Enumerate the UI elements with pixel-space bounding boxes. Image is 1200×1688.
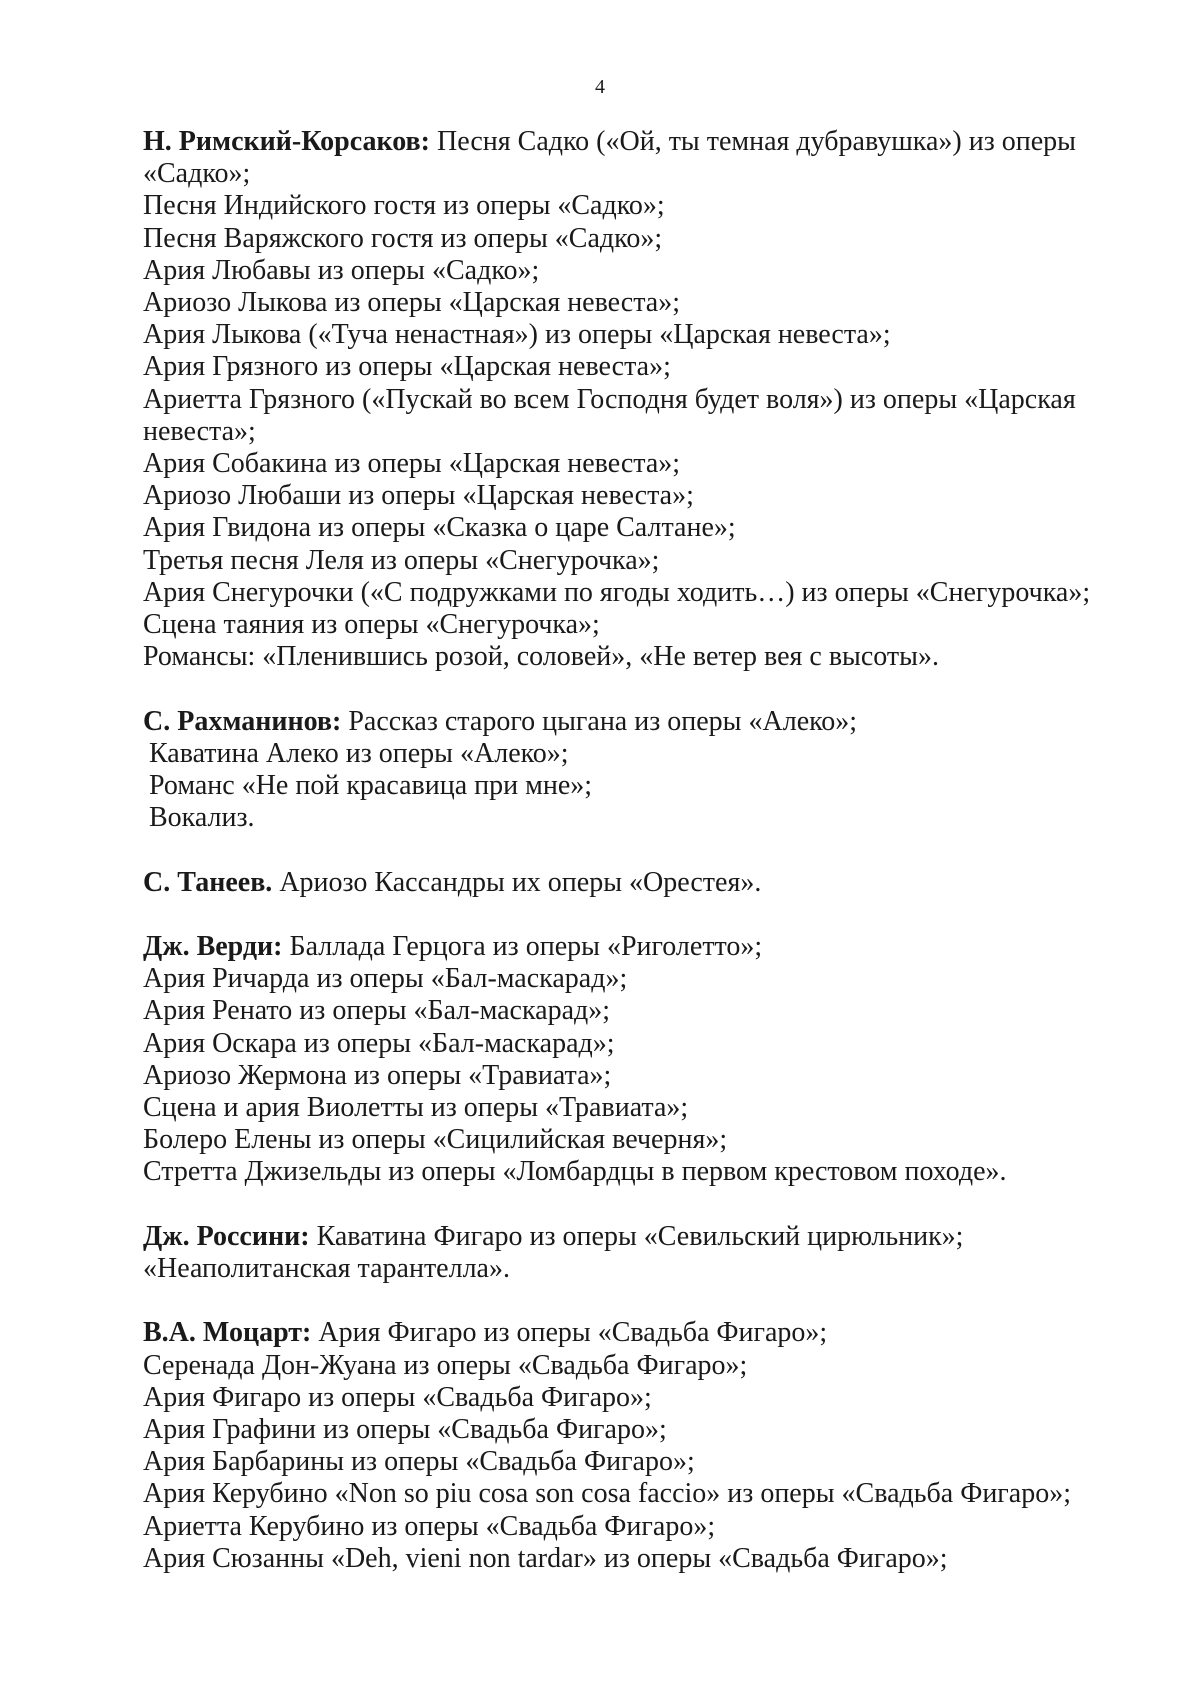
composer-section-rossini: [143, 1221, 1123, 1285]
document-body: [143, 126, 1123, 1575]
first-work: Песня Садко («Ой, ты темная дубравушка») из оперы «Садко»;: [143, 126, 1076, 190]
first-work: Ария Фигаро из оперы «Свадьба Фигаро»;: [311, 1317, 828, 1349]
section-heading-line: [143, 706, 1123, 738]
work-line: Ариетта Керубино из оперы «Свадьба Фигаро»;: [143, 1510, 716, 1542]
work-line: Серенада Дон-Жуана из оперы «Свадьба Фигаро»;: [143, 1349, 748, 1381]
composer-name: Н. Римский-Корсаков:: [143, 126, 430, 157]
work-line: Ариетта Грязного («Пускай во всем Господня будет воля») из оперы «Царская невеста»;: [143, 383, 1076, 447]
composer-section-taneyev: [143, 867, 1123, 899]
section-heading-line: [143, 1317, 1123, 1349]
work-line: Вокализ.: [149, 802, 255, 834]
section-heading-line: [143, 126, 1123, 190]
work-line: Ария Керубино «Non so piu cosa son cosa faccio» из оперы «Свадьба Фигаро»;: [143, 1478, 1071, 1510]
work-line: Ария Оскара из оперы «Бал-маскарад»;: [143, 1027, 615, 1059]
work-line: Ария Ричарда из оперы «Бал-маскарад»;: [143, 963, 628, 995]
section-heading-line: [143, 931, 1123, 963]
work-line: Ариозо Лыкова из оперы «Царская невеста»;: [143, 287, 681, 319]
first-work: Каватина Фигаро из оперы «Севильский цирюльник»;: [309, 1220, 964, 1252]
work-line: Ариозо Любаши из оперы «Царская невеста»;: [143, 480, 694, 512]
composer-name: С. Танеев.: [143, 866, 273, 898]
work-line: Ария Фигаро из оперы «Свадьба Фигаро»;: [143, 1381, 652, 1413]
composer-name: В.А. Моцарт:: [143, 1317, 312, 1349]
composer-section-mozart: [143, 1317, 1123, 1575]
work-line: Ария Любавы из оперы «Садко»;: [143, 254, 540, 286]
work-line: Сцена и ария Виолетты из оперы «Травиата»;: [143, 1092, 689, 1124]
composer-section-rachmaninov: [143, 706, 1123, 835]
first-work: Ариозо Кассандры их оперы «Орестея».: [272, 866, 762, 898]
work-line: Третья песня Леля из оперы «Снегурочка»;: [143, 544, 660, 576]
work-line: «Неаполитанская тарантелла».: [143, 1253, 510, 1285]
work-line: Ария Ренато из оперы «Бал-маскарад»;: [143, 995, 611, 1027]
composer-name: С. Рахманинов:: [143, 705, 342, 737]
work-line: Ария Грязного из оперы «Царская невеста»;: [143, 351, 671, 383]
work-line: Стретта Джизельды из оперы «Ломбардцы в первом крестовом походе».: [143, 1156, 1007, 1188]
page-number: 4: [595, 76, 605, 98]
first-work: Баллада Герцога из оперы «Риголетто»;: [282, 931, 763, 963]
work-line: Ария Собакина из оперы «Царская невеста»;: [143, 448, 681, 480]
section-heading-line: [143, 867, 1123, 899]
work-line: Ариозо Жермона из оперы «Травиата»;: [143, 1059, 612, 1091]
work-line: Болеро Елены из оперы «Сицилийская вечерня»;: [143, 1124, 728, 1156]
work-line: Ария Гвидона из оперы «Сказка о царе Салтане»;: [143, 512, 736, 544]
composer-section-rimsky-korsakov: [143, 126, 1123, 673]
work-line: Сцена таяния из оперы «Снегурочка»;: [143, 609, 600, 641]
first-work: Рассказ старого цыгана из оперы «Алеко»;: [341, 705, 858, 737]
work-line: Песня Варяжского гостя из оперы «Садко»;: [143, 222, 663, 254]
section-heading-line: [143, 1221, 1123, 1253]
work-line: Ария Сюзанны «Deh, vieni non tardar» из оперы «Свадьба Фигаро»;: [143, 1542, 948, 1574]
work-line: Ария Лыкова («Туча ненастная») из оперы «Царская невеста»;: [143, 319, 891, 351]
work-line: Каватина Алеко из оперы «Алеко»;: [149, 737, 569, 769]
composer-name: Дж. Верди:: [143, 931, 283, 963]
work-line: Романс «Не пой красавица при мне»;: [149, 770, 593, 802]
work-line: Романсы: «Пленившись розой, соловей», «Не ветер вея с высоты».: [143, 641, 939, 673]
work-line: Ария Барбарины из оперы «Свадьба Фигаро»;: [143, 1446, 695, 1478]
composer-name: Дж. Россини:: [143, 1220, 310, 1252]
work-line: Песня Индийского гостя из оперы «Садко»;: [143, 190, 665, 222]
composer-section-verdi: [143, 931, 1123, 1189]
work-line: Ария Снегурочки («С подружками по ягоды ходить…) из оперы «Снегурочка»;: [143, 576, 1091, 608]
work-line: Ария Графини из оперы «Свадьба Фигаро»;: [143, 1414, 667, 1446]
